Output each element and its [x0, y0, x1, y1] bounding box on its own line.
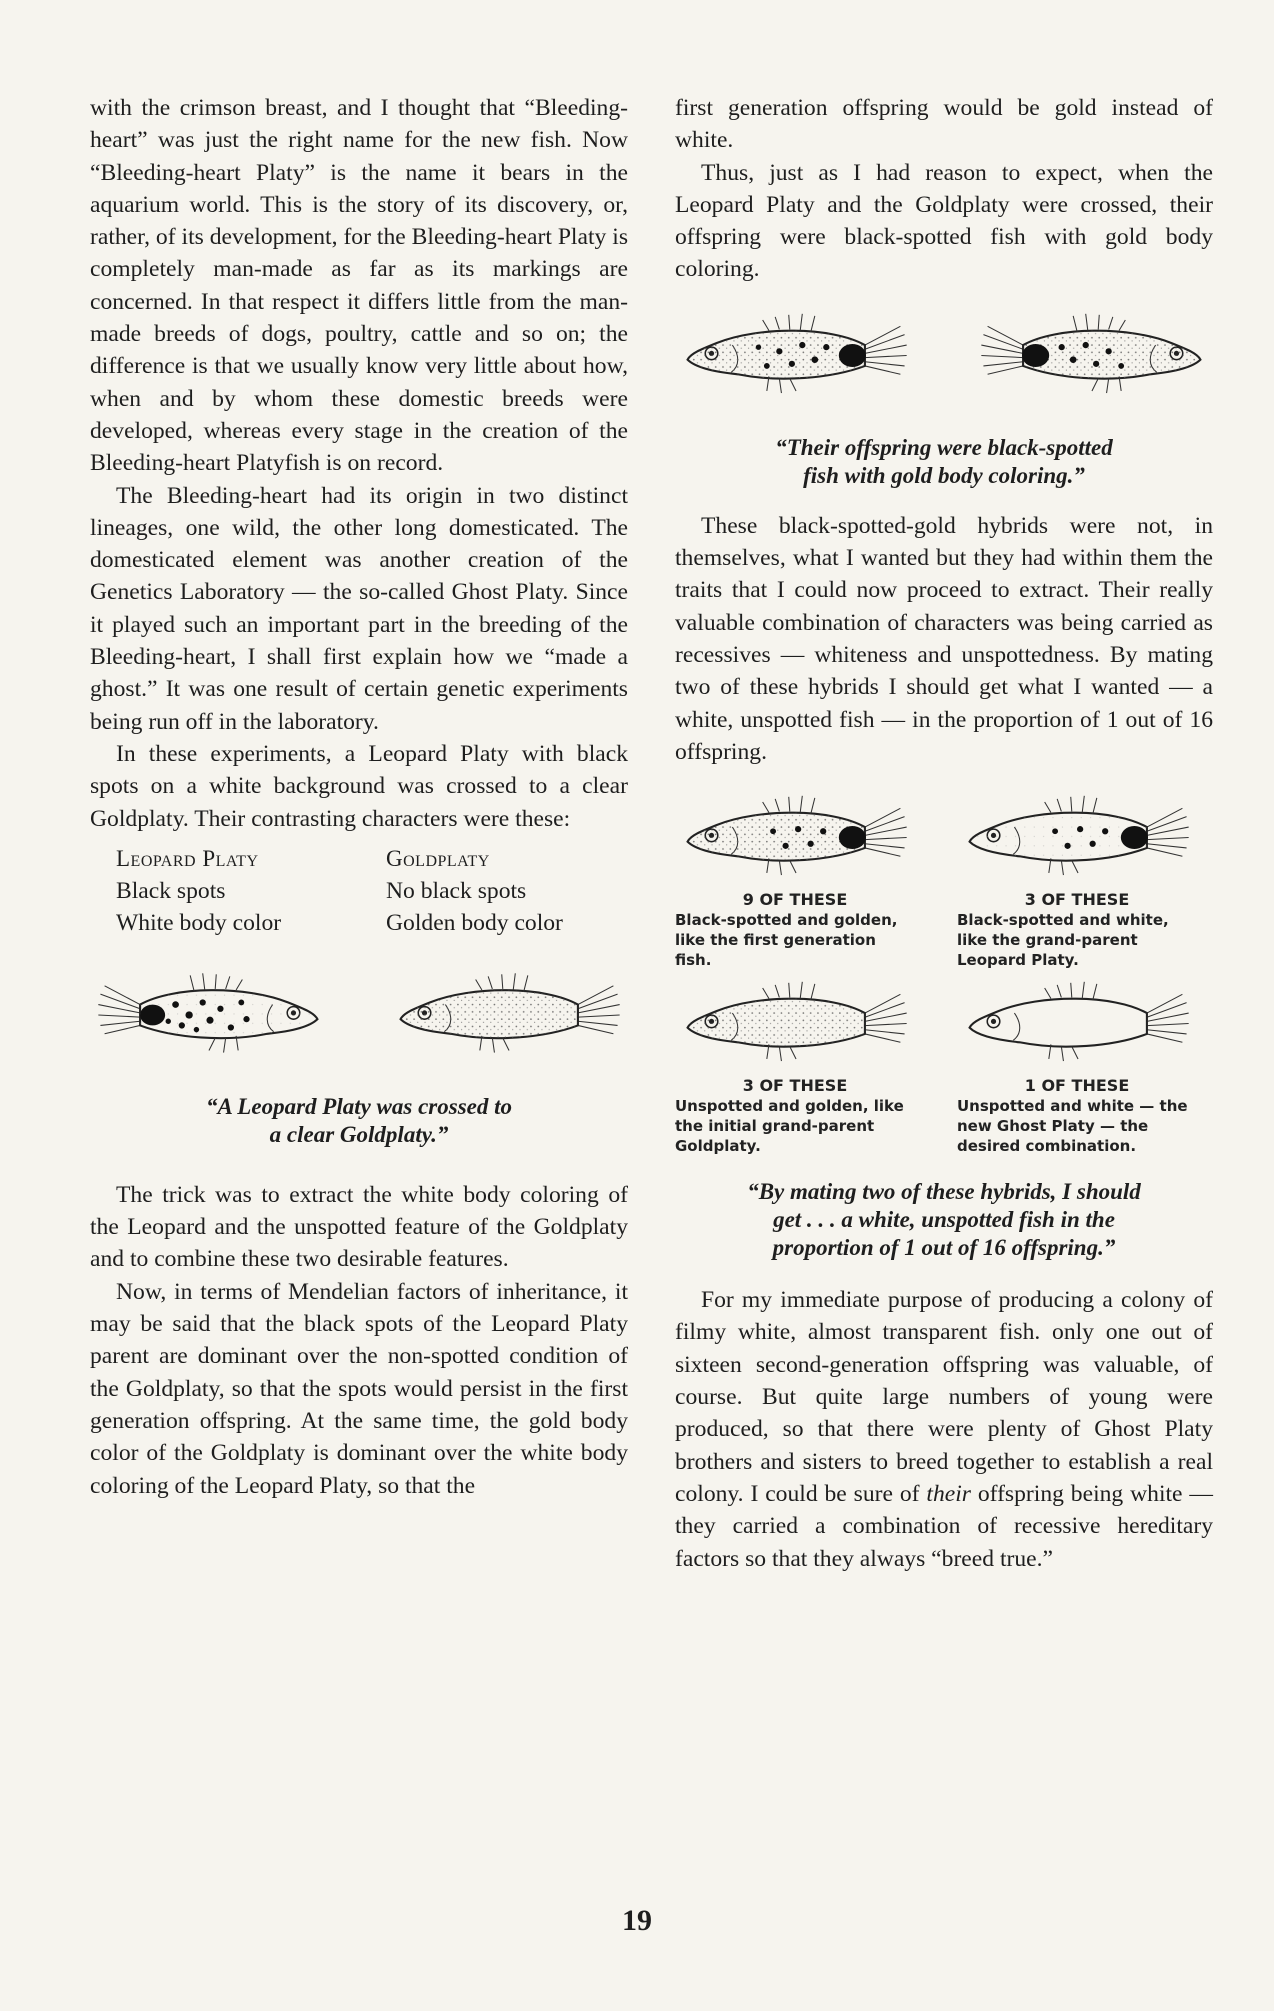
grid-cell	[957, 976, 1197, 1156]
paragraph: Thus, just as I had reason to expect, when the Leopard Platy and the Goldplaty were crossed, their offspring were black-spotted fish with gold body coloring.	[675, 159, 1213, 283]
left-column	[90, 92, 628, 1502]
caption-line: “Their offspring were black-spotted	[775, 434, 1113, 460]
text-run: For my immediate purpose of producing a colony of filmy white, almost transparent fish. only one out of sixteen second-generation offspring was valuable, of course. But quite large numbers of young were produced, so that there were plenty of Ghost Platy brothers and sisters to breed together to establish a real colony. I could be sure of	[675, 1287, 1213, 1507]
grid-label	[957, 890, 1197, 970]
unspotted-golden-fish-icon	[675, 976, 915, 1071]
count-label: 1 OF THESE	[1024, 1076, 1130, 1096]
figure-offspring	[675, 302, 1213, 410]
black-spotted-white-fish-icon	[957, 790, 1197, 885]
page-number: 19	[622, 1904, 652, 1937]
black-spotted-gold-fish-illustration	[675, 308, 915, 403]
ghost-platy-fish-icon	[957, 976, 1197, 1071]
count-label: 3 OF THESE	[742, 1076, 848, 1096]
trait-cell: Black spots	[116, 877, 226, 904]
description: Unspotted and white — the new Ghost Platy — the desired combination.	[957, 1097, 1188, 1156]
description: Black-spotted and golden, like the first generation fish.	[675, 911, 898, 970]
traits-header-goldplaty: Goldplaty	[386, 845, 490, 871]
paragraph	[675, 1284, 1213, 1575]
caption-line: get . . . a white, unspotted fish in the	[773, 1207, 1115, 1233]
caption-leopard-goldplaty	[90, 1093, 628, 1149]
grid-cell	[675, 790, 915, 970]
paragraph: with the crimson breast, and I thought that “Bleeding-heart” was just the right name for the new fish. Now “Bleeding-heart Platy” is the name it bears in the aquarium world. This is the story of its discovery, or, rather, of its development, for the Bleeding-heart Platy is completely man-made as far as its markings are concerned. In that respect it differs little from the man-made breeds of dogs, poultry, cattle and so on; the difference is that we usually know very little about how, when and by whom these domestic breeds were developed, whereas every stage in the creation of the Bleeding-heart Platyfish is on record.	[90, 95, 628, 477]
count-label: 3 OF THESE	[1024, 890, 1130, 910]
paragraph: The trick was to extract the white body coloring of the Leopard and the unspotted feature of the Goldplaty and to combine these two desirable features.	[90, 1181, 628, 1273]
trait-cell: White body color	[116, 909, 282, 936]
goldplaty-illustration	[388, 970, 628, 1060]
grid-label	[957, 1076, 1197, 1156]
paragraph: first generation offspring would be gold instead of white.	[675, 95, 1213, 154]
trait-cell: No black spots	[386, 877, 527, 904]
emphasis: their	[926, 1480, 971, 1507]
figure-parents	[90, 965, 628, 1065]
traits-table	[116, 843, 628, 939]
caption-line: proportion of 1 out of 16 offspring.”	[772, 1235, 1116, 1261]
caption-line: a clear Goldplaty.”	[269, 1121, 449, 1147]
grid-label	[675, 1076, 915, 1156]
black-spotted-golden-fish-icon	[675, 790, 915, 885]
description: Black-spotted and white, like the grand-parent Leopard Platy.	[957, 911, 1169, 970]
text-run: offspring being white — they carried a combination of recessive hereditary factors so that they always “breed true.”	[675, 1480, 1214, 1572]
caption-line: “By mating two of these hybrids, I should	[747, 1179, 1141, 1205]
second-generation-grid	[675, 790, 1213, 1156]
caption-line: “A Leopard Platy was crossed to	[205, 1093, 513, 1119]
trait-cell: Golden body color	[386, 909, 563, 936]
paragraph: Now, in terms of Mendelian factors of inheritance, it may be said that the black spots of the Leopard Platy parent are dominant over the non-spotted condition of the Goldplaty, so that the spots would persist in the first generation offspring. At the same time, the gold body color of the Goldplaty is dominant over the white body coloring of the Leopard Platy, so that the	[90, 1278, 628, 1499]
grid-label	[675, 890, 915, 970]
black-spotted-gold-fish-illustration	[973, 308, 1213, 403]
caption-offspring	[675, 434, 1213, 490]
caption-hybrids	[675, 1178, 1213, 1262]
leopard-platy-illustration	[90, 970, 330, 1060]
grid-cell	[957, 790, 1197, 970]
traits-header-leopard: Leopard Platy	[116, 845, 259, 871]
right-column	[675, 92, 1213, 1575]
grid-cell	[675, 976, 915, 1156]
count-label: 9 OF THESE	[742, 890, 848, 910]
paragraph: In these experiments, a Leopard Platy with black spots on a white background was crossed to a clear Goldplaty. Their contrasting characters were these:	[90, 740, 628, 832]
description: Unspotted and golden, like the initial grand-parent Goldplaty.	[675, 1097, 904, 1156]
caption-line: fish with gold body coloring.”	[803, 462, 1085, 488]
paragraph: The Bleeding-heart had its origin in two distinct lineages, one wild, the other long domesticated. The domesticated element was another creation of the Genetics Laboratory — the so-called Ghost Platy. Since it played such an important part in the breeding of the Bleeding-heart, I shall first explain how we “made a ghost.” It was one result of certain genetic experiments being run off in the laboratory.	[90, 482, 628, 735]
paragraph: These black-spotted-gold hybrids were not, in themselves, what I wanted but they had within them the traits that I could now proceed to extract. Their really valuable combination of characters was being carried as recessives — whiteness and unspottedness. By mating two of these hybrids I should get what I wanted — a white, unspotted fish — in the proportion of 1 out of 16 offspring.	[675, 512, 1213, 765]
